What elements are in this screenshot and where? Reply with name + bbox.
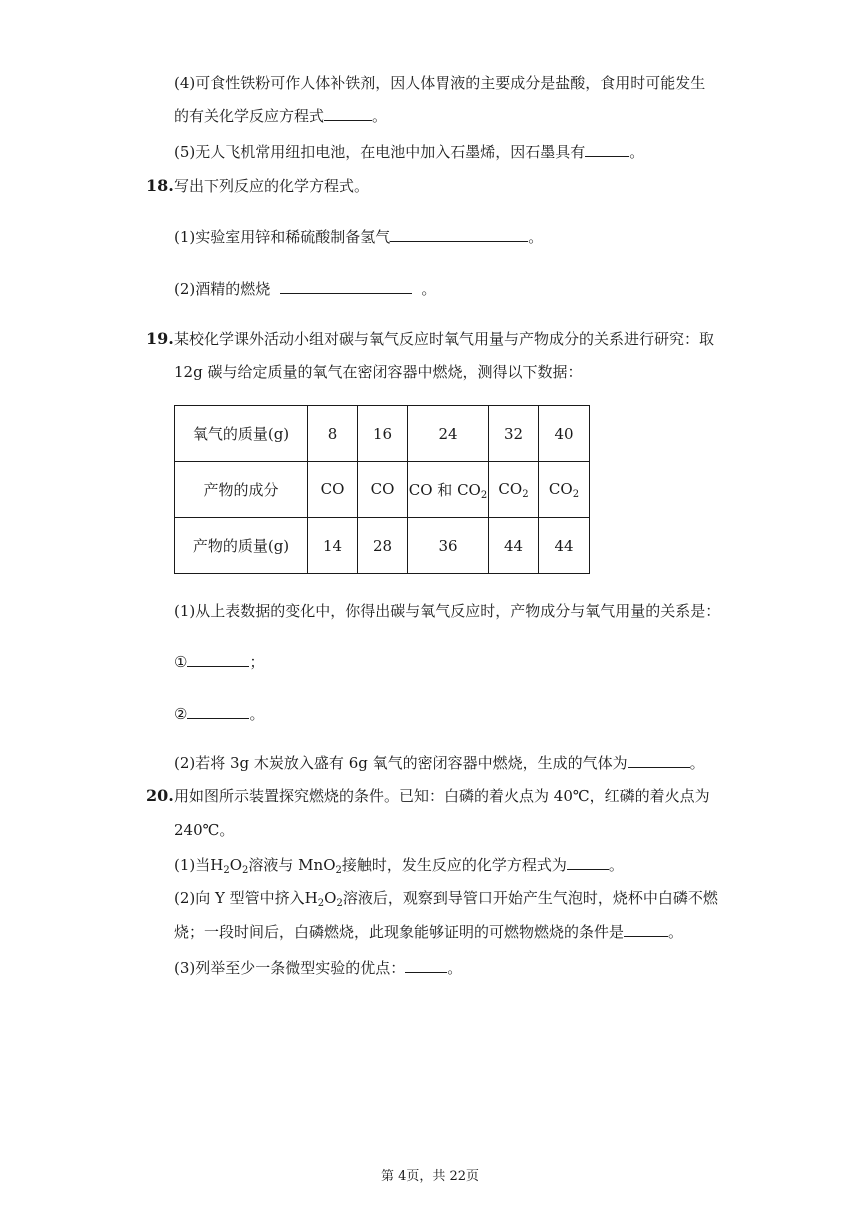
q19-stem-line1: 某校化学课外活动小组对碳与氧气反应时氧气用量与产物成分的关系进行研究：取 [174, 330, 715, 348]
q18-part1 [174, 227, 543, 247]
punct: 。 [249, 705, 265, 723]
q18-part2-text: (2)酒精的燃烧 [174, 280, 271, 298]
punct: 。 [629, 143, 645, 161]
table-cell: CO 和 $CO_2$ [408, 462, 489, 518]
page-footer: 第 4页，共 22页 [380, 1169, 480, 1184]
punct: 。 [668, 923, 684, 941]
q18-part1-text: (1)实验室用锌和稀硫酸制备氢气 [174, 228, 391, 246]
table-header-cell: 产物的成分 [175, 462, 308, 518]
question-number-18: 18. [146, 176, 174, 195]
punct: 。 [528, 228, 544, 246]
q20-stem-line2: 240℃。 [174, 821, 235, 839]
q17-part5 [174, 142, 644, 162]
table-cell: CO [308, 462, 358, 518]
answer-blank[interactable] [390, 227, 528, 242]
q19-sub1 [174, 652, 264, 672]
q17-part5-text: (5)无人飞机常用纽扣电池，在电池中加入石墨烯，因石墨具有 [174, 143, 586, 161]
answer-blank[interactable] [624, 922, 668, 937]
table-row [175, 462, 590, 518]
punct: 。 [608, 856, 624, 874]
table-cell: $CO_2$ [539, 462, 590, 518]
table-cell: 32 [489, 406, 539, 462]
table-cell: 40 [539, 406, 590, 462]
q18-stem: 写出下列反应的化学方程式。 [174, 177, 370, 195]
text: O [229, 856, 243, 874]
text: O [324, 889, 337, 907]
text: (3)列举至少一条微型实验的优点： [174, 959, 406, 977]
q20-part3 [174, 958, 462, 978]
q17-part4-line2 [174, 106, 387, 126]
data-table [174, 405, 590, 574]
text: 溶液与 MnO [248, 856, 336, 874]
table-cell: 8 [308, 406, 358, 462]
q19-stem-line2: 12g 碳与给定质量的氧气在密闭容器中燃烧，测得以下数据： [174, 363, 583, 381]
text: 溶液后，观察到导管口开始产生气泡时，烧杯中白磷不燃 [342, 889, 718, 907]
q19-part2-text: (2)若将 3g 木炭放入盛有 6g 氧气的密闭容器中燃烧，生成的气体为 [174, 754, 628, 772]
q19-part2 [174, 753, 705, 773]
table-cell: 28 [358, 518, 408, 574]
punct: 。 [447, 959, 463, 977]
circle-number-2: ② [174, 705, 188, 723]
text: 接触时，发生反应的化学方程式为 [341, 856, 567, 874]
table-row [175, 406, 590, 462]
question-number-19: 19. [146, 329, 174, 348]
table-cell: 16 [358, 406, 408, 462]
table-cell: 14 [308, 518, 358, 574]
answer-blank[interactable] [567, 855, 609, 870]
q20-part2-line1: (2)向 Y 型管中挤入$H_2O_2$溶液后，观察到导管口开始产生气泡时，烧杯中白磷不燃 [174, 889, 718, 909]
text: 烧；一段时间后，白磷燃烧，此现象能够证明的可燃物燃烧的条件是 [174, 923, 625, 941]
table-cell: CO [358, 462, 408, 518]
table-cell: 36 [408, 518, 489, 574]
circle-number-1: ① [174, 653, 188, 671]
answer-blank[interactable] [187, 704, 249, 719]
text: (1)当H [174, 856, 224, 874]
q20-part1: (1)当$H_2O_2$溶液与 MnO$_2$接触时，发生反应的化学方程式为 。 [174, 856, 624, 876]
table-cell: 44 [489, 518, 539, 574]
answer-blank[interactable] [324, 106, 372, 121]
q19-part1: (1)从上表数据的变化中，你得出碳与氧气反应时，产物成分与氧气用量的关系是： [174, 602, 721, 620]
answer-blank[interactable] [280, 279, 412, 294]
q20-stem-line1: 用如图所示装置探究燃烧的条件。已知：白磷的着火点为 40℃，红磷的着火点为 [174, 787, 710, 805]
q18-part2 [174, 279, 436, 299]
table-cell: $CO_2$ [489, 462, 539, 518]
q20-part2-line2 [174, 922, 683, 942]
table-row [175, 518, 590, 574]
punct: 。 [421, 280, 437, 298]
answer-blank[interactable] [187, 652, 249, 667]
q19-sub2 [174, 704, 264, 724]
punct: ； [249, 653, 265, 671]
answer-blank[interactable] [628, 753, 690, 768]
punct: 。 [372, 107, 388, 125]
table-header-cell: 产物的质量(g) [175, 518, 308, 574]
q17-part4-line1: (4)可食性铁粉可作人体补铁剂，因人体胃液的主要成分是盐酸，食用时可能发生 [174, 74, 706, 92]
table-cell: 24 [408, 406, 489, 462]
text: (2)向 Y 型管中挤入H [174, 889, 318, 907]
answer-blank[interactable] [585, 142, 629, 157]
table-header-cell: 氧气的质量(g) [175, 406, 308, 462]
punct: 。 [689, 754, 705, 772]
q17-part4-text: 的有关化学反应方程式 [174, 107, 325, 125]
question-number-20: 20. [146, 786, 174, 805]
answer-blank[interactable] [405, 958, 447, 973]
table-cell: 44 [539, 518, 590, 574]
